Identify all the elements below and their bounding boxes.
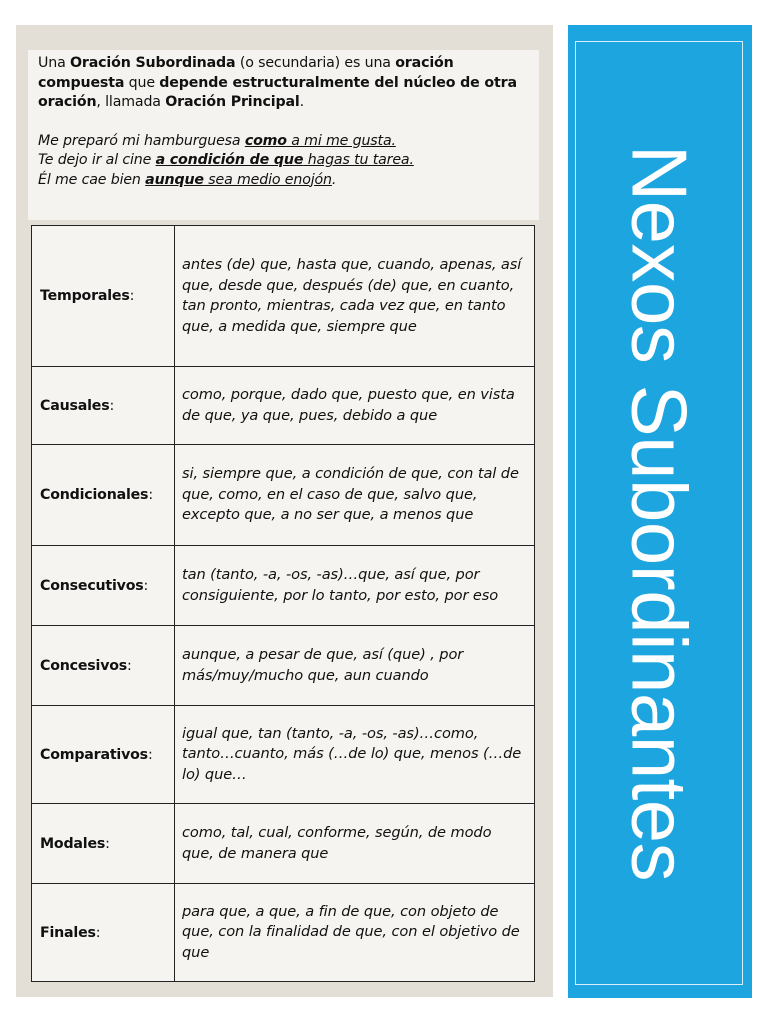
table-row <box>32 626 535 706</box>
table-row <box>32 367 535 445</box>
term-oracion-principal: Oración Principal <box>165 94 300 110</box>
example-pre: Él me cae bien <box>38 171 146 188</box>
table-row <box>32 546 535 626</box>
category-cell <box>32 367 175 445</box>
example-post: a mi me gusta. <box>286 132 396 149</box>
category-cell <box>32 804 175 884</box>
example-post: sea medio enojón <box>203 171 332 188</box>
example-nexo: a condición de que <box>155 152 304 168</box>
term-oracion-compuesta: oración compuesta <box>38 55 454 91</box>
category-name: Temporales <box>40 288 130 304</box>
left-panel <box>16 25 553 997</box>
title-frame <box>575 41 743 985</box>
term-oracion-subordinada: Oración Subordinada <box>69 55 236 71</box>
category-cell <box>32 546 175 626</box>
category-colon: : <box>129 288 135 304</box>
category-name: Consecutivos <box>40 577 144 594</box>
category-name: Finales <box>40 924 96 941</box>
category-colon: : <box>109 397 115 414</box>
definition-box <box>28 50 539 220</box>
definition-part: Una <box>38 55 70 71</box>
category-colon: : <box>95 924 101 941</box>
example-sentence <box>38 132 529 152</box>
definition-text <box>38 54 529 113</box>
category-name: Concesivos <box>40 657 128 674</box>
category-name: Condicionales <box>40 487 149 503</box>
nexos-cell: como, porque, dado que, puesto que, en vista de que, ya que, pues, debido a que <box>175 367 535 445</box>
table-row <box>32 884 535 982</box>
category-name: Causales <box>40 397 110 414</box>
example-pre: Te dejo ir al cine <box>38 152 156 168</box>
definition-part: (o secundaria) es una <box>235 55 396 71</box>
category-colon: : <box>105 835 110 852</box>
nexos-cell: antes (de) que, hasta que, cuando, apenas, así que, desde que, después (de) que, en cuanto, tan pronto, mientras, cada vez que, en tanto que, a medida que, siempre que <box>175 226 535 367</box>
category-cell <box>32 626 175 706</box>
term-depende: depende estructuralmente del núcleo de otra oración <box>38 74 517 110</box>
title-panel <box>568 25 752 998</box>
example-end: . <box>331 171 337 188</box>
example-pre: Me preparó mi hamburguesa <box>38 132 245 149</box>
category-name: Modales <box>40 835 106 852</box>
definition-part: , llamada <box>96 94 166 110</box>
category-cell <box>32 445 175 546</box>
definition-part: que <box>124 74 160 91</box>
nexos-cell: aunque, a pesar de que, así (que) , por más/muy/mucho que, aun cuando <box>175 626 535 706</box>
table-row <box>32 445 535 546</box>
category-colon: : <box>127 657 132 674</box>
example-sentence <box>38 171 529 191</box>
definition-part: . <box>299 94 304 110</box>
example-nexo: como <box>244 132 287 149</box>
vertical-title: Nexos Subordinantes <box>615 144 704 882</box>
nexos-cell: si, siempre que, a condición de que, con tal de que, como, en el caso de que, salvo que, excepto que, a no ser que, a menos que <box>175 445 535 546</box>
nexos-cell: tan (tanto, -a, -os, -as)…que, así que, por consiguiente, por lo tanto, por esto, por eso <box>175 546 535 626</box>
table-row <box>32 706 535 804</box>
category-cell <box>32 226 175 367</box>
category-cell <box>32 884 175 982</box>
table-row <box>32 804 535 884</box>
nexos-cell: como, tal, cual, conforme, según, de modo que, de manera que <box>175 804 535 884</box>
nexos-cell: para que, a que, a fin de que, con objeto de que, con la finalidad de que, con el objetivo de que <box>175 884 535 982</box>
category-name: Comparativos <box>40 746 148 763</box>
table-row <box>32 226 535 367</box>
example-sentence <box>38 151 529 171</box>
nexos-table <box>31 225 535 982</box>
category-colon: : <box>148 487 153 503</box>
example-nexo: aunque <box>145 171 204 188</box>
example-post: hagas tu tarea. <box>303 152 414 168</box>
category-colon: : <box>147 746 153 763</box>
nexos-cell: igual que, tan (tanto, -a, -os, -as)…como, tanto…cuanto, más (…de lo) que, menos (…de lo) que… <box>175 706 535 804</box>
category-cell <box>32 706 175 804</box>
category-colon: : <box>143 577 149 594</box>
